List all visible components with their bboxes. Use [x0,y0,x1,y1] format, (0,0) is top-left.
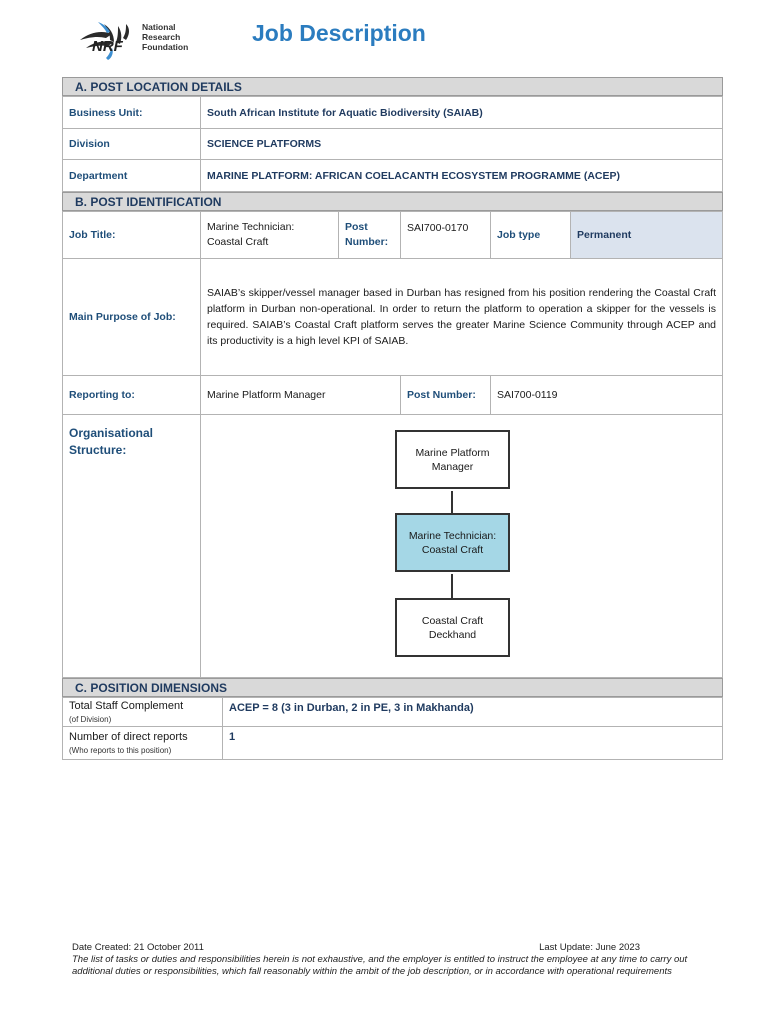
org-box-manager: Marine Platform Manager [395,430,510,489]
reporting-to-label: Reporting to: [63,376,201,415]
reporting-post-number-value: SAI700-0119 [491,376,723,415]
job-type-value: Permanent [571,212,723,259]
table-row [63,212,723,259]
direct-reports-cell [63,727,223,760]
staff-complement-value: ACEP = 8 (3 in Durban, 2 in PE, 3 in Makhanda) [223,698,723,727]
logo-line: Foundation [142,42,189,52]
reporting-to-value: Marine Platform Manager [201,376,401,415]
department-value: MARINE PLATFORM: AFRICAN COELACANTH ECOSYSTEM PROGRAMME (ACEP) [201,160,723,192]
disclaimer-note: The list of tasks or duties and responsibilities herein is not exhaustive, and the employer is entitled to instruct the employee at any time to carry out additional duties or responsibilities, which fall reasonably within the ambit of the job description, or in accordance with operational requirements [72,954,688,977]
post-number-value: SAI700-0170 [401,212,491,259]
page-title: Job Description [252,20,426,46]
org-structure-label: Organisational Structure: [63,415,201,678]
position-dimensions-table [62,697,723,760]
main-purpose-text: SAIAB’s skipper/vessel manager based in Durban has resigned from his position rendering the Coastal Craft platform in Durban non-operational. In order to return the platform to operation a skipper for the vessels is required. SAIAB’s Coastal Craft platform serves the greater Marine Science Community through ACEP and its productivity is a high level KPI of SAIAB. [201,259,723,376]
staff-complement-label: Total Staff Complement [69,700,184,712]
org-connector [451,574,453,598]
last-update: Last Update: June 2023 [539,942,640,953]
job-title-value: Marine Technician: Coastal Craft [201,212,339,259]
job-description-form [62,77,723,760]
division-label: Division [63,129,201,160]
direct-reports-label: Number of direct reports [69,731,188,743]
business-unit-label: Business Unit: [63,97,201,129]
staff-complement-cell [63,698,223,727]
org-box-technician: Marine Technician: Coastal Craft [395,513,510,572]
post-number-label: Post Number: [339,212,401,259]
org-connector [451,491,453,513]
table-row [63,160,723,192]
logo-line: National [142,22,176,32]
table-row [63,259,723,376]
section-c-heading: C. POSITION DIMENSIONS [62,678,723,697]
section-b-heading: B. POST IDENTIFICATION [62,192,723,211]
table-row [63,97,723,129]
department-label: Department [63,160,201,192]
main-purpose-label: Main Purpose of Job: [63,259,201,376]
org-box-deckhand: Coastal Craft Deckhand [395,598,510,657]
post-identification-table [62,211,723,678]
org-chart [201,415,723,678]
page-footer [72,942,712,978]
direct-reports-value: 1 [223,727,723,760]
direct-reports-sub: (Who reports to this position) [69,746,172,755]
job-type-label: Job type [491,212,571,259]
table-row [63,698,723,727]
job-title-label: Job Title: [63,212,201,259]
division-value: SCIENCE PLATFORMS [201,129,723,160]
staff-complement-sub: (of Division) [69,715,112,724]
table-row [63,376,723,415]
date-created: Date Created: 21 October 2011 [72,942,204,953]
reporting-post-number-label: Post Number: [401,376,491,415]
logo-line: Research [142,32,181,42]
table-row [63,415,723,678]
table-row [63,129,723,160]
post-location-table [62,96,723,192]
section-a-heading: A. POST LOCATION DETAILS [62,77,723,96]
table-row [63,727,723,760]
logo-abbr: NRF [92,38,123,55]
logo-wordmark [142,22,188,52]
business-unit-value: South African Institute for Aquatic Biodiversity (SAIAB) [201,97,723,129]
